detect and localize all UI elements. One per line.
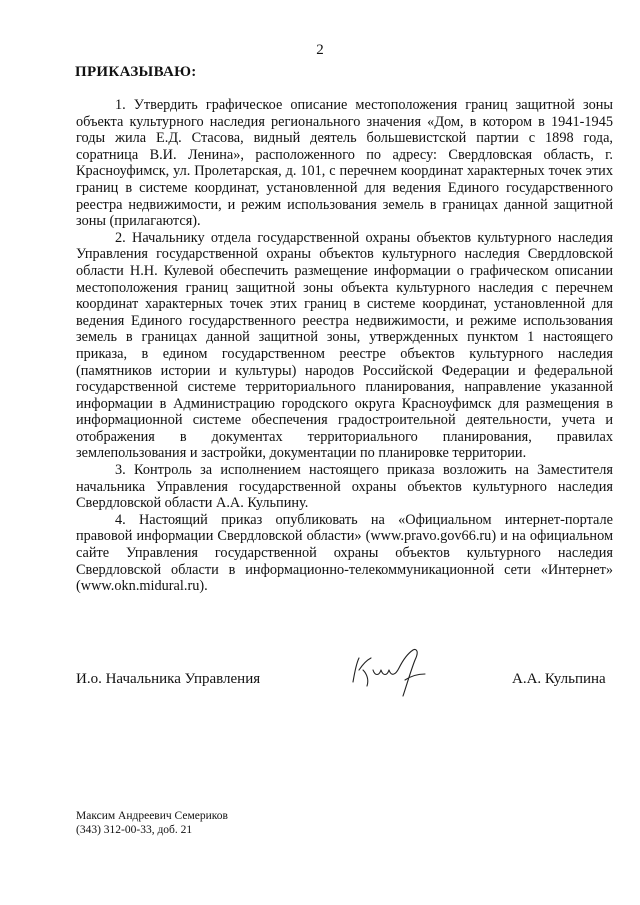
page-number: 2 <box>316 42 324 58</box>
order-body <box>76 97 613 595</box>
signatory-name: А.А. Кульпина <box>512 671 606 687</box>
paragraph-4: 4. Настоящий приказ опубликовать на «Официальном интернет-портале правовой информации Свердловской области» (www.pravo.gov66.ru) и на официальном сайте Управления государственной охраны объектов культурного наследия Свердловской области в информационно-телекоммуникационной сети «Интернет» (www.okn.midural.ru). <box>76 511 613 595</box>
executor-phone: (343) 312-00-33, доб. 21 <box>76 824 193 836</box>
paragraph-3: 3. Контроль за исполнением настоящего приказа возложить на Заместителя начальника Управления государственной охраны объектов культурного наследия Свердловской области А.А. Кульпину. <box>76 462 613 512</box>
paragraph-2: 2. Начальнику отдела государственной охраны объектов культурного наследия Управления государственной охраны объектов культурного наследия Свердловской области Н.Н. Кулевой обеспечить размещение информации о графическом описании местоположения границ защитной зоны объекта культурного наследия с перечнем координат характерных точек этих границ в системе координат, установленной для ведения Единого государственного реестра недвижимости, и режиме использования земель в границах данной защитной зоны, утвержденных пунктом 1 настоящего приказа, в едином государственном реестре объектов культурного наследия (памятников истории и культуры) народов Российской Федерации и федеральной государственной системе территориального планирования, направление указанной информации в Администрацию городского округа Красноуфимск для размещения в информационной системе обеспечения градостроительной деятельности, учета и отображения в документах территориального планирования, правилах землепользования и застройки, документации по планировке территории. <box>76 229 613 462</box>
order-heading: ПРИКАЗЫВАЮ: <box>75 64 197 80</box>
handwritten-signature <box>345 640 440 700</box>
paragraph-1: 1. Утвердить графическое описание местоположения границ защитной зоны объекта культурного наследия регионального значения «Дом, в котором в 1941-1945 годы жила Е.Д. Стасова, видный деятель большевистской партии с 1898 года, соратница В.И. Ленина», расположенного по адресу: Свердловская область, г. Красноуфимск, ул. Пролетарская, д. 101, с перечнем координат характерных точек этих границ в системе координат, установленной для ведения Единого государственного реестра недвижимости, и режим использования земель в границах данной защитной зоны (прилагаются). <box>76 97 613 230</box>
signatory-title: И.о. Начальника Управления <box>76 671 261 687</box>
executor-info <box>76 809 228 837</box>
executor-name: Максим Андреевич Семериков <box>76 810 228 822</box>
